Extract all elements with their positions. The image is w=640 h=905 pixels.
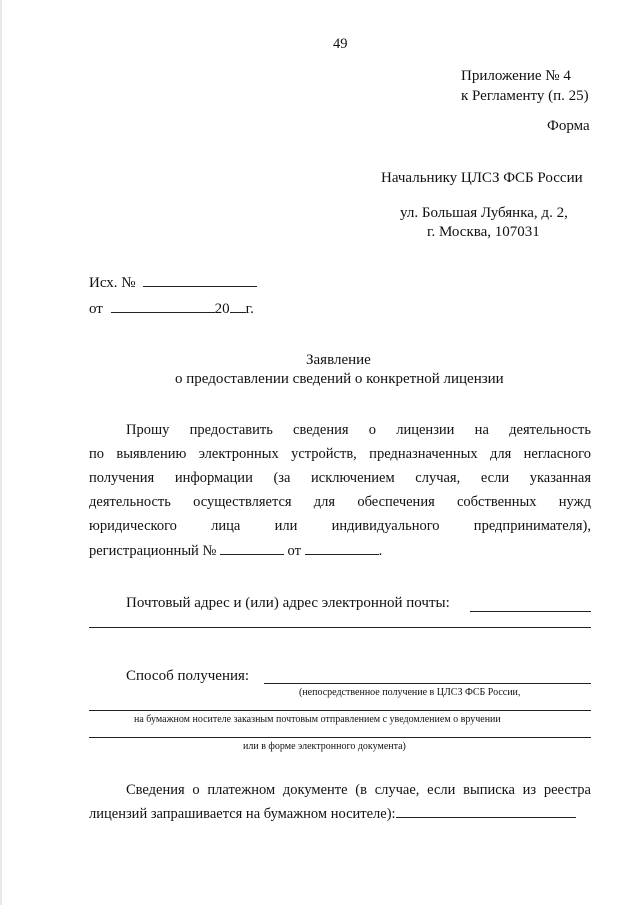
payment-field[interactable]	[396, 805, 576, 818]
addressee-street: ул. Большая Лубянка, д. 2,	[400, 205, 568, 221]
body-line-2: по выявлению электронных устройств, предназначенных для негласного	[89, 446, 591, 462]
payment-line-2	[89, 805, 576, 823]
payment-line-1: Сведения о платежном документе (в случае, если выписка из реестра	[126, 782, 591, 798]
outgoing-number-field[interactable]	[143, 274, 257, 287]
payment-line-2-text: лицензий запрашивается на бумажном носителе):	[89, 806, 396, 822]
reg-number-field[interactable]	[220, 542, 284, 555]
outgoing-number	[89, 274, 257, 292]
postal-field-line-1[interactable]	[470, 611, 591, 612]
outgoing-date-prefix: от	[89, 301, 103, 317]
heading-subtitle: о предоставлении сведений о конкретной лицензии	[175, 371, 504, 387]
postal-field-line-2[interactable]	[89, 627, 591, 628]
receipt-field-line-2[interactable]	[89, 710, 591, 711]
scan-edge	[0, 0, 2, 905]
page-number: 49	[333, 36, 348, 52]
outgoing-date-suffix: г.	[245, 301, 254, 317]
receipt-label: Способ получения:	[126, 668, 250, 684]
receipt-hint-3: или в форме электронного документа)	[243, 741, 406, 752]
outgoing-date-year: 20	[214, 301, 230, 317]
form-label: Форма	[547, 118, 590, 134]
reg-date-field[interactable]	[305, 542, 379, 555]
body-line-4: деятельность осуществляется для обеспечения собственных нужд	[89, 494, 591, 510]
reg-date-label: от	[287, 543, 301, 559]
addressee-title: Начальнику ЦЛСЗ ФСБ России	[381, 170, 583, 186]
body-line-5: юридического лица или индивидуального предпринимателя),	[89, 518, 591, 534]
postal-label: Почтовый адрес и (или) адрес электронной почты:	[126, 595, 450, 611]
heading-title: Заявление	[306, 352, 371, 368]
reg-end: .	[378, 543, 383, 559]
body-line-6	[89, 542, 382, 560]
appendix-line2: к Регламенту (п. 25)	[461, 88, 589, 104]
receipt-hint-2: на бумажном носителе заказным почтовым отправлением с уведомлением о вручении	[134, 714, 501, 725]
receipt-field-line-3[interactable]	[89, 737, 591, 738]
body-line-1: Прошу предоставить сведения о лицензии на деятельность	[126, 422, 591, 438]
outgoing-year-field[interactable]	[230, 300, 246, 313]
body-line-3: получения информации (за исключением случая, если указанная	[89, 470, 591, 486]
outgoing-number-label: Исх. №	[89, 275, 136, 291]
appendix-line1: Приложение № 4	[461, 68, 571, 84]
outgoing-date-field[interactable]	[111, 300, 215, 313]
reg-number-label: регистрационный №	[89, 543, 217, 559]
outgoing-date	[89, 300, 254, 318]
addressee-city: г. Москва, 107031	[427, 224, 540, 240]
receipt-hint-1: (непосредственное получение в ЦЛСЗ ФСБ России,	[299, 687, 521, 698]
receipt-field-line-1[interactable]	[264, 683, 591, 684]
